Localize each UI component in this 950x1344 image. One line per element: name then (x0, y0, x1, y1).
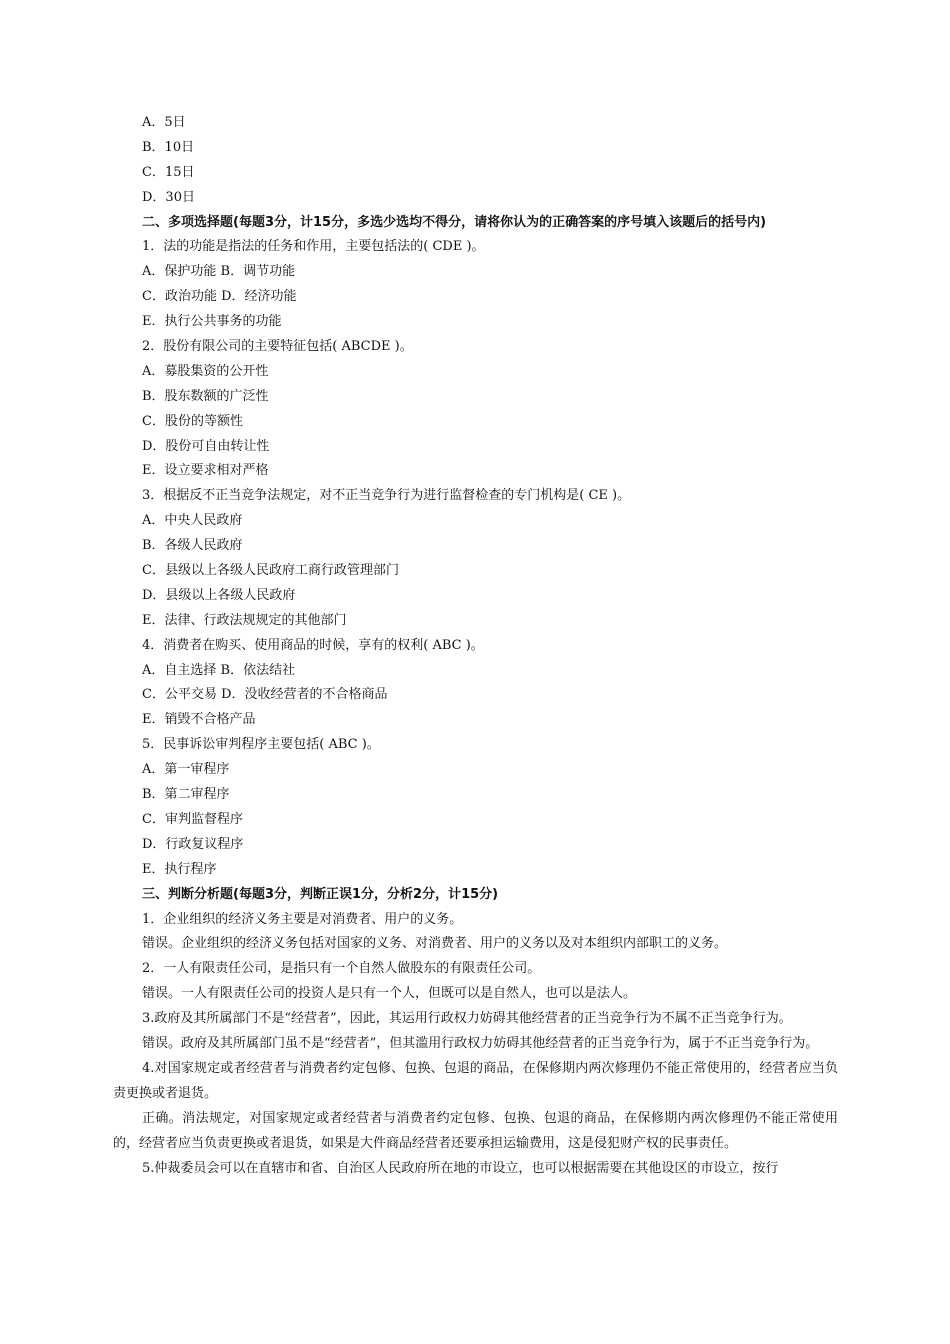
text-line: 3．根据反不正当竞争法规定，对不正当竞争行为进行监督检查的专门机构是( CE )。 (142, 488, 631, 504)
text-line: 错误。企业组织的经济义务包括对国家的义务、对消费者、用户的义务以及对本组织内部职工的义务。 (142, 936, 728, 952)
text-line: D．股份可自由转让性 (142, 438, 270, 454)
text-line: 2．一人有限责任公司，是指只有一个自然人做股东的有限责任公司。 (142, 961, 541, 977)
text-line: C．公平交易 D．没收经营者的不合格商品 (142, 687, 388, 703)
paragraph: 4.对国家规定或者经营者与消费者约定包修、包换、包退的商品，在保修期内两次修理仍不能正常使用的，经营者应当负责更换或者退货。 (113, 1060, 838, 1101)
text-line: B．股东数额的广泛性 (142, 388, 269, 404)
section-heading: 三、判断分析题(每题3分，判断正误1分，分析2分，计15分) (142, 886, 499, 902)
text-line: D．县级以上各级人民政府 (142, 587, 296, 603)
text-line: 1．法的功能是指法的任务和作用，主要包括法的( CDE )。 (142, 239, 485, 255)
text-line: A．募股集资的公开性 (142, 363, 269, 379)
text-line: A．中央人民政府 (142, 513, 243, 529)
paragraph: 错误。政府及其所属部门虽不是“经营者”，但其滥用行政权力妨碍其他经营者的正当竞争行为，属于不正当竞争行为。 (142, 1035, 819, 1051)
text-line: C．县级以上各级人民政府工商行政管理部门 (142, 563, 399, 579)
paragraph: 正确。消法规定，对国家规定或者经营者与消费者约定包修、包换、包退的商品，在保修期内两次修理仍不能正常使用的，经营者应当负责更换或者退货，如果是大件商品经营者还要承担运输费用，这是侵犯财产权的民事责任。 (113, 1110, 838, 1151)
text-line: A．自主选择 B．依法结社 (142, 662, 296, 678)
text-line: B．各级人民政府 (142, 538, 243, 554)
text-line: A．5日 (142, 115, 186, 130)
text-line: 1．企业组织的经济义务主要是对消费者、用户的义务。 (142, 911, 463, 927)
text-line: 2．股份有限公司的主要特征包括( ABCDE )。 (142, 339, 413, 355)
text-line: E．执行公共事务的功能 (142, 314, 282, 330)
paragraph: 5.仲裁委员会可以在直辖市和省、自治区人民政府所在地的市设立，也可以根据需要在其他设区的市设立，按行 (142, 1160, 779, 1176)
text-line: 5．民事诉讼审判程序主要包括( ABC )。 (142, 737, 380, 753)
text-line: 4．消费者在购买、使用商品的时候，享有的权利( ABC )。 (142, 637, 484, 653)
text-line: E．法律、行政法规规定的其他部门 (142, 612, 347, 628)
text-line: E．销毁不合格产品 (142, 712, 256, 728)
text-line: C．审判监督程序 (142, 811, 243, 827)
text-line: 错误。一人有限责任公司的投资人是只有一个人，但既可以是自然人，也可以是法人。 (142, 986, 637, 1002)
text-line: C．政治功能 D．经济功能 (142, 289, 297, 305)
text-line: B．第二审程序 (142, 787, 230, 803)
text-line: C．15日 (142, 164, 195, 180)
text-line: A．保护功能 B．调节功能 (142, 264, 296, 280)
text-line: D．行政复议程序 (142, 836, 244, 852)
text-line: D．30日 (142, 189, 195, 205)
paragraph: 3.政府及其所属部门不是“经营者”，因此，其运用行政权力妨碍其他经营者的正当竞争行为不属不正当竞争行为。 (142, 1011, 792, 1027)
text-line: E．设立要求相对严格 (142, 463, 269, 479)
text-line: B．10日 (142, 139, 195, 155)
text-line: C．股份的等额性 (142, 413, 243, 429)
text-line: E．执行程序 (142, 861, 217, 877)
document-body (113, 111, 838, 1181)
text-line: A．第一审程序 (142, 762, 230, 778)
section-heading: 二、多项选择题(每题3分，计15分，多选少选均不得分，请将你认为的正确答案的序号填入该题后的括号内) (142, 214, 767, 230)
